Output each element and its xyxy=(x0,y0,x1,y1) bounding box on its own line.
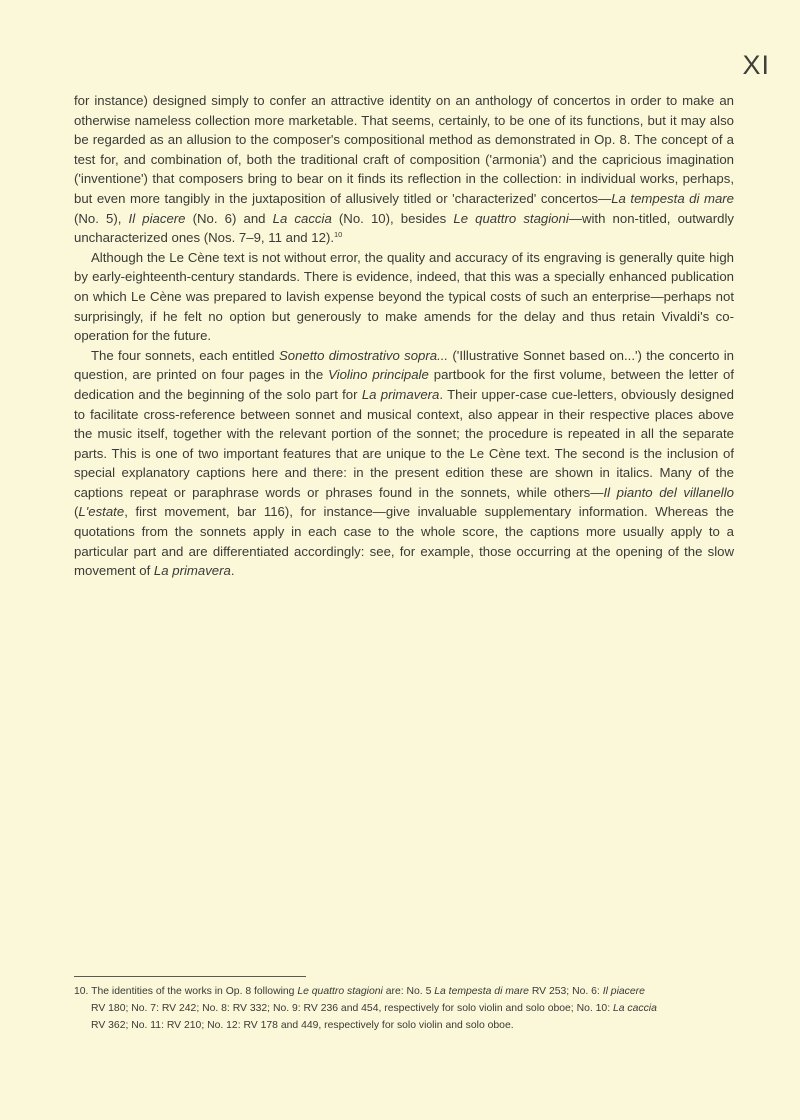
footnote xyxy=(74,984,734,1034)
italic-title: La caccia xyxy=(612,1002,657,1014)
italic-title: La tempesta di mare xyxy=(611,190,734,206)
footnote-line-3 xyxy=(74,1018,734,1035)
text-run: RV 362; No. 11: RV 210; No. 12: RV 178 and 449, respectively for solo violin and solo oboe. xyxy=(91,1019,514,1031)
paragraph-1 xyxy=(74,91,734,248)
text-run: (No. 5), xyxy=(74,210,129,226)
paragraph-2 xyxy=(74,248,734,346)
footnote-reference: 10 xyxy=(334,230,343,240)
text-run: for instance) designed simply to confer an attractive identity on an anthology of concertos in order to make an otherwise nameless collection more marketable. That seems, certainly, to be one of its functions, but it may also be regarded as an allusion to the composer's compositional method as demonstrated in Op. 8. The concept of a test for, and combination of, both the traditional craft of composition ('armonia') and the capricious imagination ('inventione') that composers bring to bear on it finds its reflection in the collection: in individual works, perhaps, but even more tangibly in the juxtaposition of allusively titled or 'characterized' concertos— xyxy=(74,93,734,206)
italic-title: La primavera xyxy=(361,386,440,402)
text-run: ('Illustrative Sonnet based on...') the concerto in question, are printed on four pages in the xyxy=(74,347,734,383)
italic-title: Il piacere xyxy=(602,986,645,997)
italic-title: Il piacere xyxy=(128,210,186,226)
text-run: The four sonnets, each entitled xyxy=(91,347,279,363)
text-run: . Their upper-case cue-letters, obviously designed to facilitate cross-reference between sonnet and musical context, also appear in their respective places above the music itself, together with the relevant portion of the sonnet; the procedure is repeated in all the separate parts. This is one of two important features that are unique to the Le Cène text. The second is the inclusion of special explanatory captions here and there: in the present edition these are shown in italics. Many of the captions repeat or paraphrase words or phrases found in the sonnets, while others— xyxy=(74,386,734,500)
text-run: partbook for the first volume, between the letter of dedication and the beginning of the solo part for xyxy=(74,367,734,402)
italic-title: Le quattro stagioni xyxy=(453,210,569,226)
main-text xyxy=(74,91,734,581)
italic-title: La tempesta di mare xyxy=(434,986,529,997)
italic-title: Violino principale xyxy=(328,367,429,383)
italic-title: Sonetto dimostrativo sopra... xyxy=(278,347,449,363)
paragraph-3 xyxy=(74,346,734,581)
page-number: XI xyxy=(742,50,770,80)
text-run: RV 180; No. 7: RV 242; No. 8: RV 332; No. 9: RV 236 and 454, respectively for solo violin and solo oboe; No. 10: xyxy=(91,1002,613,1014)
text-run: (No. 10), besides xyxy=(331,210,454,226)
text-run: Although the Le Cène text is not without error, the quality and accuracy of its engraving is generally quite high by early-eighteenth-century standards. There is evidence, indeed, that this was a specially enhanced publication on which Le Cène was prepared to lavish expense beyond the typical costs of such an enterprise—perhaps not surprisingly, if he felt no option but generously to make amends for the delay and thus retain Vivaldi's co-operation for the future. xyxy=(74,249,734,344)
text-run: 10. The identities of the works in Op. 8 following xyxy=(74,986,298,997)
text-run: —with non-titled, outwardly uncharacterized ones (Nos. 7–9, 11 and 12). xyxy=(74,210,735,246)
text-run: RV 253; No. 6: xyxy=(528,986,603,997)
italic-title: Il pianto del villanello xyxy=(603,484,734,500)
text-run: . xyxy=(230,563,235,579)
text-run: are: No. 5 xyxy=(382,986,435,997)
italic-title: La caccia xyxy=(272,210,332,226)
italic-title: La primavera xyxy=(153,563,231,579)
italic-title: Le quattro stagioni xyxy=(297,986,383,997)
text-run: (No. 6) and xyxy=(185,210,273,226)
footnote-rule xyxy=(74,976,306,977)
text-run: , first movement, bar 116), for instance—give invaluable supplementary information. Whereas the quotations from the sonnets apply in each case to the whole score, the captions more usually apply to a particular part and are differentiated accordingly: see, for example, those occurring at the opening of the slow movement of xyxy=(74,504,734,579)
footnote-line-2 xyxy=(74,1001,734,1018)
italic-title: L'estate xyxy=(78,504,125,520)
text-run: ( xyxy=(74,504,79,520)
footnote-line-1 xyxy=(74,984,734,1001)
